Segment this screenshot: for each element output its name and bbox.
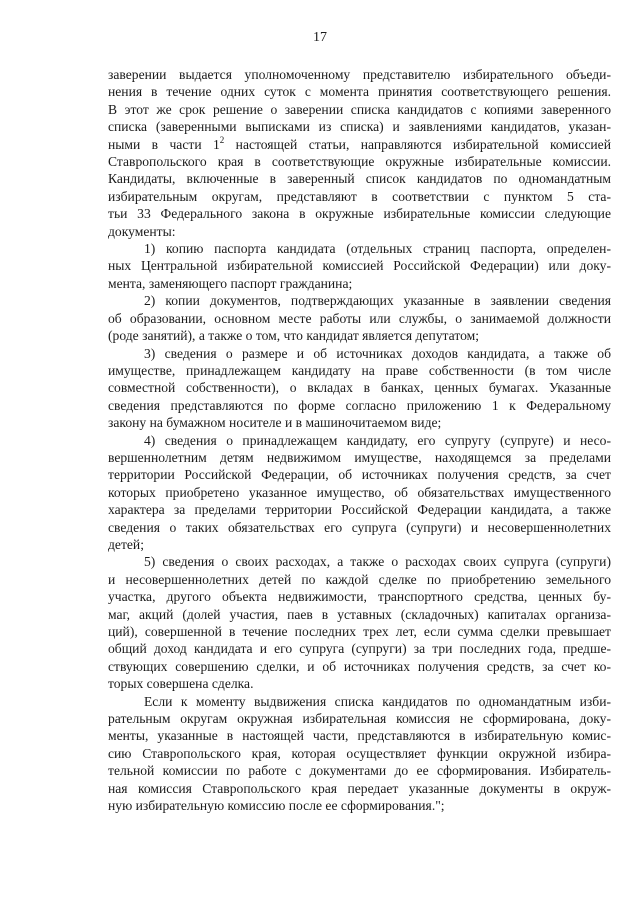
text-line-with-superscript bbox=[108, 136, 611, 153]
text-line: ных Центральной избирательной комиссией Российской Федерации) или доку- bbox=[108, 258, 611, 274]
text-line: 4) сведения о принадлежащем кандидату, его супругу (супруге) и несо- bbox=[144, 432, 611, 448]
text-line: вершеннолетним детям недвижимом имуществе, находящемся за пределами bbox=[108, 449, 611, 465]
text-line: 2) копии документов, подтверждающих указанные в заявлении сведения bbox=[144, 293, 611, 309]
page-number: 17 bbox=[313, 30, 327, 45]
text-line: сведения представляются по форме согласно приложению 1 к Федеральному bbox=[108, 397, 611, 413]
text-line: 5) сведения о своих расходах, а также о расходах своих супруга (супруги) bbox=[144, 554, 611, 570]
text-line: Если к моменту выдвижения списка кандидатов по одномандатным изби- bbox=[144, 693, 611, 709]
text-line: 1) копию паспорта кандидата (отдельных страниц паспорта, определен- bbox=[144, 241, 611, 257]
text-line: закону на бумажном носителе и в машиночитаемом виде; bbox=[108, 415, 442, 431]
text-line: об образовании, основном месте работы или службы, о занимаемой должности bbox=[108, 310, 611, 326]
text-line: ствующих совершению сделки, и об источниках получения средств, за счет ко- bbox=[108, 658, 611, 674]
text-line: которых приобретено указанное имущество, об обязательствах имущественного bbox=[108, 484, 611, 500]
text-line: избирательным округам, представляют в соответствии с пунктом 5 ста- bbox=[108, 188, 611, 204]
text-line: ную избирательную комиссию после ее сформирования."; bbox=[108, 798, 445, 814]
text-line: ная комиссия Ставропольского края передает указанные документы в окруж- bbox=[108, 780, 611, 796]
text-line: списка (заверенными выписками из списка) и заявлениями кандидатов, указан- bbox=[108, 119, 611, 135]
text-line: совместной собственности), о вкладах в банках, ценных бумагах. Указанные bbox=[108, 380, 611, 396]
text-line: рательным округам окружная избирательная комиссия не сформирована, доку- bbox=[108, 711, 611, 727]
text-line: (роде занятий), а также о том, что кандидат является депутатом; bbox=[108, 328, 480, 344]
text-fragment: настоящей статьи, направляются избирательной комиссией bbox=[224, 136, 611, 152]
text-line: ций), совершенной в течение последних трех лет, если сумма сделки превышает bbox=[108, 624, 611, 639]
text-line: сию Ставропольского края, которая осуществляет функции окружной избира- bbox=[108, 745, 611, 761]
text-line: торых совершена сделка. bbox=[108, 676, 254, 692]
text-line: В этот же срок решение о заверении списка кандидатов с копиями заверенного bbox=[108, 101, 611, 117]
text-line: мента, заменяющего паспорт гражданина; bbox=[108, 275, 353, 291]
text-line: характера за пределами территории Российской Федерации кандидата, а также bbox=[108, 502, 611, 518]
text-line: документы: bbox=[108, 223, 176, 239]
text-line: тельной комиссии по работе с документами до ее сформирования. Избиратель- bbox=[108, 763, 611, 779]
text-line: имуществе, принадлежащем кандидату на праве собственности (в том числе bbox=[108, 362, 611, 378]
text-line: 3) сведения о размере и об источниках доходов кандидата, а также об bbox=[144, 345, 611, 361]
superscript: 2 bbox=[219, 135, 225, 145]
text-line: Ставропольского края в соответствующие окружные избирательные комиссии. bbox=[108, 154, 611, 170]
text-line: общий доход кандидата и его супруга (супруги) за три последних года, предше- bbox=[108, 641, 611, 657]
text-line: менты, указанные в настоящей части, представляются в избирательную комис- bbox=[108, 728, 611, 744]
text-line: заверении выдается уполномоченному представителю избирательного объеди- bbox=[108, 67, 611, 82]
text-line: Кандидаты, включенные в заверенный список кандидатов по одномандатным bbox=[108, 171, 611, 187]
text-line: тьи 33 Федерального закона в окружные избирательные комиссии следующие bbox=[108, 206, 611, 222]
text-line: участка, другого объекта недвижимости, транспортного средства, ценных бу- bbox=[108, 589, 611, 605]
text-line: и несовершеннолетних детей по каждой сделке по приобретению земельного bbox=[108, 571, 611, 587]
text-fragment: ными в части 1 bbox=[108, 136, 220, 152]
text-line: сведения о таких обязательствах его супруга (супруги) и несовершеннолетних bbox=[108, 519, 611, 535]
text-line: детей; bbox=[108, 536, 144, 552]
text-line: нения в течение одних суток с момента принятия соответствующего решения. bbox=[108, 84, 611, 100]
text-line: территории Российской Федерации, об источниках получения средств, за счет bbox=[108, 467, 611, 483]
text-line: маг, акций (долей участия, паев в уставных (складочных) капиталах организа- bbox=[108, 606, 611, 622]
document-body bbox=[108, 66, 611, 814]
